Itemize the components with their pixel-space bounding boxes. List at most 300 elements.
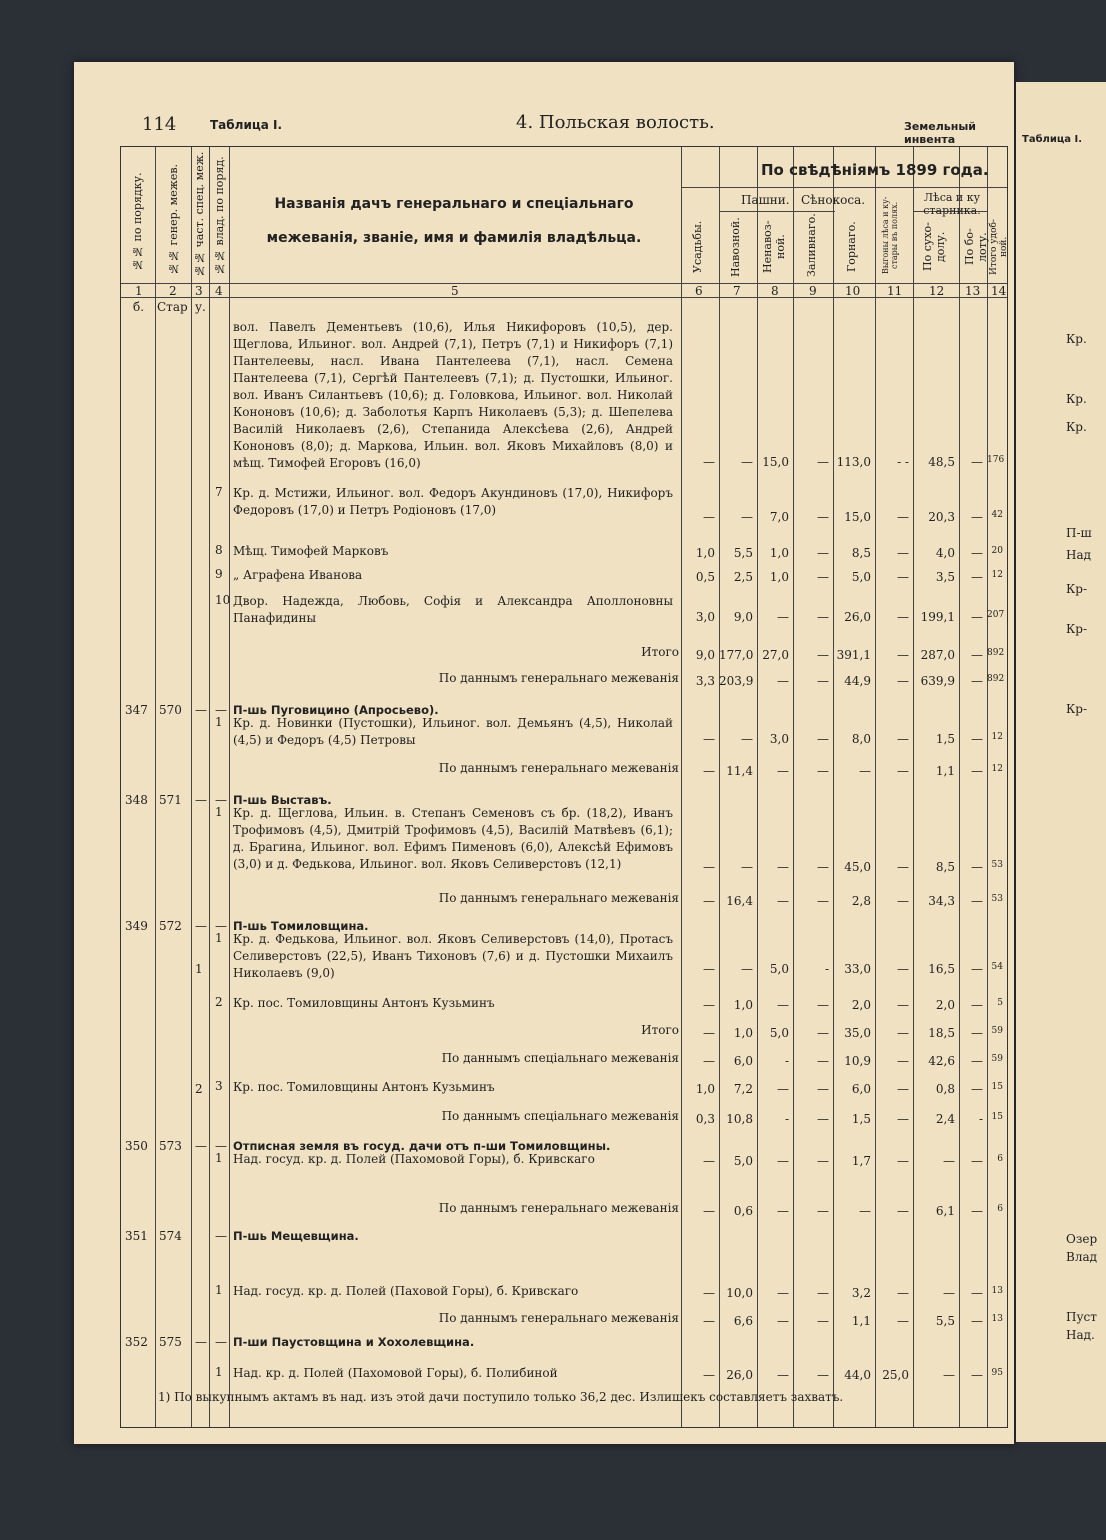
row-value: 892 [987,674,1005,684]
row-value: — [859,1204,871,1218]
row-value: — [817,998,829,1012]
row-value: 9,0 [695,648,715,662]
page-title: 4. Польская волость. [516,112,715,133]
row-value: 3,2 [851,1286,871,1300]
owner-description: Кр. пос. Томиловщины Антонъ Кузьминъ [233,996,495,1010]
table-label: Таблица I. [210,118,283,132]
row-value: 48,5 [928,455,955,469]
row-value: — [741,510,753,524]
row-value: — [897,510,909,524]
row-value: 34,3 [928,894,955,908]
row-value: — [971,674,983,688]
row-value: 3,0 [695,610,715,624]
col-header-2: №№ генер. межев. [167,163,180,275]
row-value: 6 [997,1204,1003,1214]
row-value: — [817,1054,829,1068]
row-value: 44,9 [844,674,871,688]
owner-description: „ Аграфена Иванова [233,568,363,582]
row-value: 207 [987,610,1005,620]
next-page-snippet: Над [1066,548,1092,562]
row-value: 4,0 [935,546,955,560]
next-page-snippet: Кр. [1066,420,1087,434]
row-owner-num: — [215,703,227,717]
row-value: 11,4 [726,764,753,778]
row-value: — [817,648,829,662]
row-num: 352 [125,1335,148,1349]
row-value: 20,3 [928,510,955,524]
section-heading: П-шь Выставъ. [233,793,332,807]
row-value: — [897,610,909,624]
row-summary-label: По даннымъ генеральнаго межеванія [438,1201,679,1215]
row-value: 8,5 [935,860,955,874]
row-value: 12 [991,732,1003,742]
row-value: — [703,998,715,1012]
row-value: 13 [991,1286,1003,1296]
col-num: 3 [195,284,203,298]
row-value: — [777,1314,789,1328]
row-value: — [777,674,789,688]
col-po-suhodolu: По сухо-долу. [921,222,947,272]
row-value: 1,7 [851,1154,871,1168]
row-value: — [817,1082,829,1096]
col-po-bolotu: По бо-лоту. [963,228,989,266]
row-value: 1,5 [851,1112,871,1126]
row-value: 18,5 [928,1026,955,1040]
page-number: 114 [142,114,177,135]
row-value: 13 [991,1314,1003,1324]
row-value: — [817,860,829,874]
row-value: 53 [991,860,1003,870]
row-value: — [817,674,829,688]
row-value: 26,0 [726,1368,753,1382]
row-value: — [703,1286,715,1300]
next-page-snippet: Кр- [1066,582,1088,596]
row-value: 42 [991,510,1003,520]
col-header-5: Названія дачъ генеральнаго и спеціальнаго межеванія, званіе, имя и фамилія владѣльца. [266,196,642,246]
row-value: — [897,860,909,874]
next-page-snippet: Кр. [1066,332,1087,346]
row-value: — [943,1154,955,1168]
row-num: 347 [125,703,148,717]
inventory-table [120,146,1008,1428]
col-num: 2 [169,284,177,298]
row-value: 95 [991,1368,1003,1378]
row-value: — [777,860,789,874]
row-value: — [703,510,715,524]
row-value: - [978,1112,983,1126]
row-value: — [703,962,715,976]
row-value: 1,1 [935,764,955,778]
footnote: 1) По выкупнымъ актамъ въ над. изъ этой дачи поступило только 36,2 дес. Излишекъ составляетъ захватъ. [158,1390,844,1404]
row-value: — [897,674,909,688]
next-page-label: Таблица I. [1022,134,1083,145]
col-header-4: №№ влад. по поряд. [213,156,226,276]
section-heading: П-ши Паустовщина и Хохолевщина. [233,1335,475,1349]
owner-description: Мѣщ. Тимофей Марковъ [233,544,389,558]
next-page-snippet: Над. [1066,1328,1095,1342]
row-value: 5,0 [769,1026,789,1040]
row-owner-num: 1 [215,805,223,819]
col-num: 7 [733,284,741,298]
row-value: 5,0 [769,962,789,976]
row-value: 892 [987,648,1005,658]
row-value: 15,0 [844,510,871,524]
next-page-snippet: Кр- [1066,702,1088,716]
row-summary-label: По даннымъ спеціальнаго межеванія [441,1051,679,1065]
row-value: — [897,998,909,1012]
row-value: — [971,860,983,874]
row-value: — [971,1154,983,1168]
row-value: — [897,764,909,778]
col-header-1: №№ по порядку. [131,172,144,272]
row-value: — [817,570,829,584]
row-owner-num: 2 [215,995,223,1009]
row-owner-num: 8 [215,543,223,557]
row-owner-num: 3 [215,1079,223,1093]
row-value: — [897,962,909,976]
row-value: — [971,510,983,524]
carry-c2: Стар [157,300,188,314]
row-value: 2,4 [935,1112,955,1126]
row-value: — [897,894,909,908]
row-value: — [817,894,829,908]
row-value: — [971,1286,983,1300]
row-value: 1,1 [851,1314,871,1328]
row-value: 177,0 [719,648,754,662]
row-owner-num: — [215,793,227,807]
col-num: 11 [887,284,903,298]
col-num: 10 [845,284,861,298]
row-value: — [817,510,829,524]
row-summary-label: По даннымъ генеральнаго межеванія [438,891,679,905]
row-summary-label: Итого [641,645,679,659]
row-value: — [971,1082,983,1096]
row-value: 10,0 [726,1286,753,1300]
row-value: — [777,1082,789,1096]
row-summary-label: Итого [641,1023,679,1037]
col-usadby: Усадьбы. [691,220,704,274]
row-value: — [703,1154,715,1168]
carry-c1: б. [133,300,145,314]
row-value: 45,0 [844,860,871,874]
row-value: 20 [991,546,1003,556]
row-gen-num: 570 [159,703,182,717]
row-value: 203,9 [719,674,754,688]
row-value: 2,0 [851,998,871,1012]
row-value: — [703,1026,715,1040]
row-gen-num: 574 [159,1229,182,1243]
row-value: — [741,860,753,874]
row-value: 0,5 [695,570,715,584]
section-heading: П-шь Пуговицино (Апросьево). [233,703,439,717]
next-page-snippet: Кр- [1066,622,1088,636]
next-page-snippet: Влад [1066,1250,1097,1264]
owner-description: Над. госуд. кр. д. Полей (Паховой Горы), б. Кривскаго [233,1284,579,1298]
row-value: 54 [991,962,1003,972]
row-value: 53 [991,894,1003,904]
row-value: 199,1 [920,610,955,624]
group-header: По свѣдѣніямъ 1899 года. [761,161,989,179]
row-value: — [741,962,753,976]
row-owner-num: 1 [215,1365,223,1379]
col-num: 9 [809,284,817,298]
next-page-snippet: Озер [1066,1232,1098,1246]
row-value: - [824,962,829,976]
row-owner-num: — [215,1229,227,1243]
row-value: — [971,455,983,469]
row-value: 9,0 [733,610,753,624]
row-value: — [703,1314,715,1328]
row-value: 1,0 [733,998,753,1012]
row-owner-num: 9 [215,567,223,581]
row-value: 2,0 [935,998,955,1012]
col-gornago: Горнаго. [845,221,858,273]
row-owner-num: 1 [215,931,223,945]
col-num: 14 [991,284,1007,298]
row-value: — [817,764,829,778]
row-value: — [817,1286,829,1300]
right-label: Земельный инвента [904,120,976,146]
col-num: 5 [451,284,459,298]
row-value: 0,8 [935,1082,955,1096]
col-lesa: Лѣса и ку старника. [923,191,981,217]
row-value: — [817,1112,829,1126]
row-value: — [897,570,909,584]
row-value: 44,0 [844,1368,871,1382]
row-value: — [703,764,715,778]
page [74,62,1014,1444]
section-heading: П-шь Томиловщина. [233,919,369,933]
row-value: 6,6 [733,1314,753,1328]
owner-description: Двор. Надежда, Любовь, Софія и Александра Аполлоновны Панафидины [233,594,673,625]
row-value: 8,0 [851,732,871,746]
row-value: — [777,1154,789,1168]
col-num: 1 [135,284,143,298]
col-navoznoy: Навозной. [729,217,742,277]
row-num: 348 [125,793,148,807]
owner-description: Кр. д. Мстижи, Ильиног. вол. Федоръ Акундиновъ (17,0), Никифоръ Федоровъ (17,0) и Петръ Родіоновъ (17,0) [233,486,673,517]
row-value: — [817,610,829,624]
row-owner-num: — [215,1139,227,1153]
owner-description: Кр. д. Щеглова, Ильин. в. Степанъ Семеновъ съ бр. (18,2), Иванъ Трофимовъ (4,5), Дмитрій Трофимовъ (4,5), Василій Матвѣевъ (6,1); д. Брагина, Ильиног. вол. Ефимъ Пименовъ (6,0), Алексѣй Ефимовъ (3,0) и д. Федькова, Ильиног. вол. Яковъ Селиверстовъ (12,1) [233,806,673,871]
row-value: 10,8 [726,1112,753,1126]
row-value: — [703,860,715,874]
row-value: — [817,546,829,560]
row-spec-num: — [195,1335,207,1349]
row-value: 27,0 [762,648,789,662]
row-value: — [971,1054,983,1068]
row-value: 15 [991,1112,1003,1122]
row-value: — [971,998,983,1012]
row-owner-num: 1 [215,715,223,729]
row-value: 16,5 [928,962,955,976]
row-value: — [897,732,909,746]
col-senokosa: Сѣнокоса. [801,193,866,207]
row-value: — [777,1368,789,1382]
row-value: 3,0 [769,732,789,746]
col-vygony: Выгоны лѣса и ку-стары въ полях. [881,196,899,274]
row-value: 33,0 [844,962,871,976]
row-value: — [897,1286,909,1300]
row-value: 5,0 [851,570,871,584]
row-gen-num: 575 [159,1335,182,1349]
row-value: — [817,1154,829,1168]
row-spec-num: 2 [195,1082,203,1096]
row-value: — [897,546,909,560]
col-header-3: №№ част. спец. меж. [193,151,206,277]
col-num: 4 [215,284,223,298]
row-owner-num: 10 [215,593,231,607]
row-value: — [777,764,789,778]
row-value: — [971,546,983,560]
row-value: 7,2 [733,1082,753,1096]
row-value: 0,6 [733,1204,753,1218]
row-value: 12 [991,764,1003,774]
row-value: - [784,1112,789,1126]
row-value: - [784,1054,789,1068]
row-owner-num: 1 [215,1151,223,1165]
row-owner-num: 1 [215,1283,223,1297]
row-value: — [817,455,829,469]
row-value: — [971,648,983,662]
row-num: 351 [125,1229,148,1243]
owner-description: Кр. д. Федькова, Ильиног. вол. Яковъ Селиверстовъ (14,0), Протасъ Селиверстовъ (22,5), Иванъ Тихоновъ (7,6) и д. Пустошки Михаилъ Николаевъ (9,0) [233,932,673,980]
row-spec-num: 1 [195,962,203,976]
carry-c3: у. [195,300,206,314]
row-value: 391,1 [836,648,871,662]
row-value: — [897,1204,909,1218]
row-owner-num: — [215,919,227,933]
col-pashni: Пашни. [741,193,790,207]
row-num: 350 [125,1139,148,1153]
row-spec-num: — [195,919,207,933]
row-value: 1,0 [769,546,789,560]
row-value: 1,5 [935,732,955,746]
row-value: 26,0 [844,610,871,624]
col-zalivnogo: Заливнаго. [805,213,818,277]
row-value: — [817,1368,829,1382]
row-spec-num: — [195,1139,207,1153]
row-value: 0,3 [695,1112,715,1126]
row-value: 6 [997,1154,1003,1164]
row-value: — [971,570,983,584]
row-value: — [943,1368,955,1382]
row-value: 1,0 [733,1026,753,1040]
row-value: 1,0 [695,546,715,560]
row-value: — [703,1368,715,1382]
row-value: — [897,1314,909,1328]
row-value: 2,8 [851,894,871,908]
row-value: 2,5 [733,570,753,584]
row-summary-label: По даннымъ генеральнаго межеванія [438,761,679,775]
row-value: — [859,764,871,778]
row-value: — [897,648,909,662]
row-value: — [971,764,983,778]
row-value: — [777,610,789,624]
row-value: — [971,962,983,976]
section-heading: П-шь Мещевщина. [233,1229,359,1243]
row-value: 287,0 [920,648,955,662]
row-value: — [703,894,715,908]
row-value: 16,4 [726,894,753,908]
next-page-edge [1016,82,1106,1442]
row-value: 3,3 [695,674,715,688]
row-value: 25,0 [882,1368,909,1382]
row-value: 6,0 [851,1082,871,1096]
row-value: — [741,455,753,469]
row-value: — [817,732,829,746]
row-value: — [817,1026,829,1040]
row-owner-num: 7 [215,485,223,499]
row-value: 59 [991,1026,1003,1036]
row-value: — [777,1204,789,1218]
row-value: 5 [997,998,1003,1008]
row-value: — [703,455,715,469]
row-value: 6,0 [733,1054,753,1068]
row-value: 3,5 [935,570,955,584]
row-value: - - [897,455,909,469]
col-nenavoznoy: Ненавоз-ной. [761,220,787,274]
row-value: 10,9 [844,1054,871,1068]
row-gen-num: 572 [159,919,182,933]
owner-description: Над. госуд. кр. д. Полей (Пахомовой Горы), б. Кривскаго [233,1152,595,1166]
row-value: 639,9 [920,674,955,688]
row-value: 12 [991,570,1003,580]
owner-description: Кр. пос. Томиловщины Антонъ Кузьминъ [233,1080,495,1094]
next-page-snippet: П-ш [1066,526,1092,540]
row-gen-num: 573 [159,1139,182,1153]
col-num: 6 [695,284,703,298]
row-value: — [897,1154,909,1168]
row-value: 5,0 [733,1154,753,1168]
row-value: — [703,1054,715,1068]
owner-description: Кр. д. Новинки (Пустошки), Ильиног. вол. Демьянъ (4,5), Николай (4,5) и Федоръ (4,5) Петровы [233,716,673,747]
row-value: — [971,1368,983,1382]
row-value: 5,5 [935,1314,955,1328]
next-page-snippet: Пуст [1066,1310,1097,1324]
row-value: — [971,1314,983,1328]
row-value: — [971,732,983,746]
row-value: — [817,1204,829,1218]
row-value: — [703,1204,715,1218]
row-summary-label: По даннымъ генеральнаго межеванія [438,671,679,685]
row-value: 35,0 [844,1026,871,1040]
row-value: 7,0 [769,510,789,524]
row-value: — [971,610,983,624]
row-gen-num: 571 [159,793,182,807]
row-spec-num: — [195,703,207,717]
row-value: 8,5 [851,546,871,560]
col-num: 13 [965,284,981,298]
row-value: — [971,894,983,908]
row-summary-label: По даннымъ спеціальнаго межеванія [441,1109,679,1123]
row-value: — [741,732,753,746]
row-value: 1,0 [695,1082,715,1096]
row-summary-label: По даннымъ генеральнаго межеванія [438,1311,679,1325]
owner-description: вол. Павелъ Дементьевъ (10,6), Илья Никифоровъ (10,5), дер. Щеглова, Ильиног. вол. Андрей (7,1), Петръ (7,1) и Никифоръ (7,1) Пантелеевы, насл. Ивана Пантелеева (7,1), насл. Семена Пантелеева (7,1), Сергѣй Пантелеевъ (7,1); д. Пустошки, Ильиног. вол. Иванъ Силантьевъ (10,6); д. Головкова, Ильиног. вол. Николай Кононовъ (10,6); д. Заболотья Карпъ Николаевъ (5,3); д. Шепелева Василій Николаевъ (2,6), Степанида Алексѣева (2,6), Андрей Кононовъ (8,0); д. Маркова, Ильин. вол. Яковъ Михайловъ (8,0) и мѣщ. Тимофей Егоровъ (16,0) [233,320,673,470]
row-value: 176 [987,455,1005,465]
col-num: 8 [771,284,779,298]
section-heading: Отписная земля въ госуд. дачи отъ п-ши Томиловщины. [233,1139,611,1153]
row-value: — [897,1026,909,1040]
row-value: 113,0 [836,455,871,469]
row-owner-num: — [215,1335,227,1349]
row-value: — [897,1054,909,1068]
row-value: — [703,732,715,746]
row-spec-num: — [195,793,207,807]
row-value: — [817,1314,829,1328]
row-num: 349 [125,919,148,933]
